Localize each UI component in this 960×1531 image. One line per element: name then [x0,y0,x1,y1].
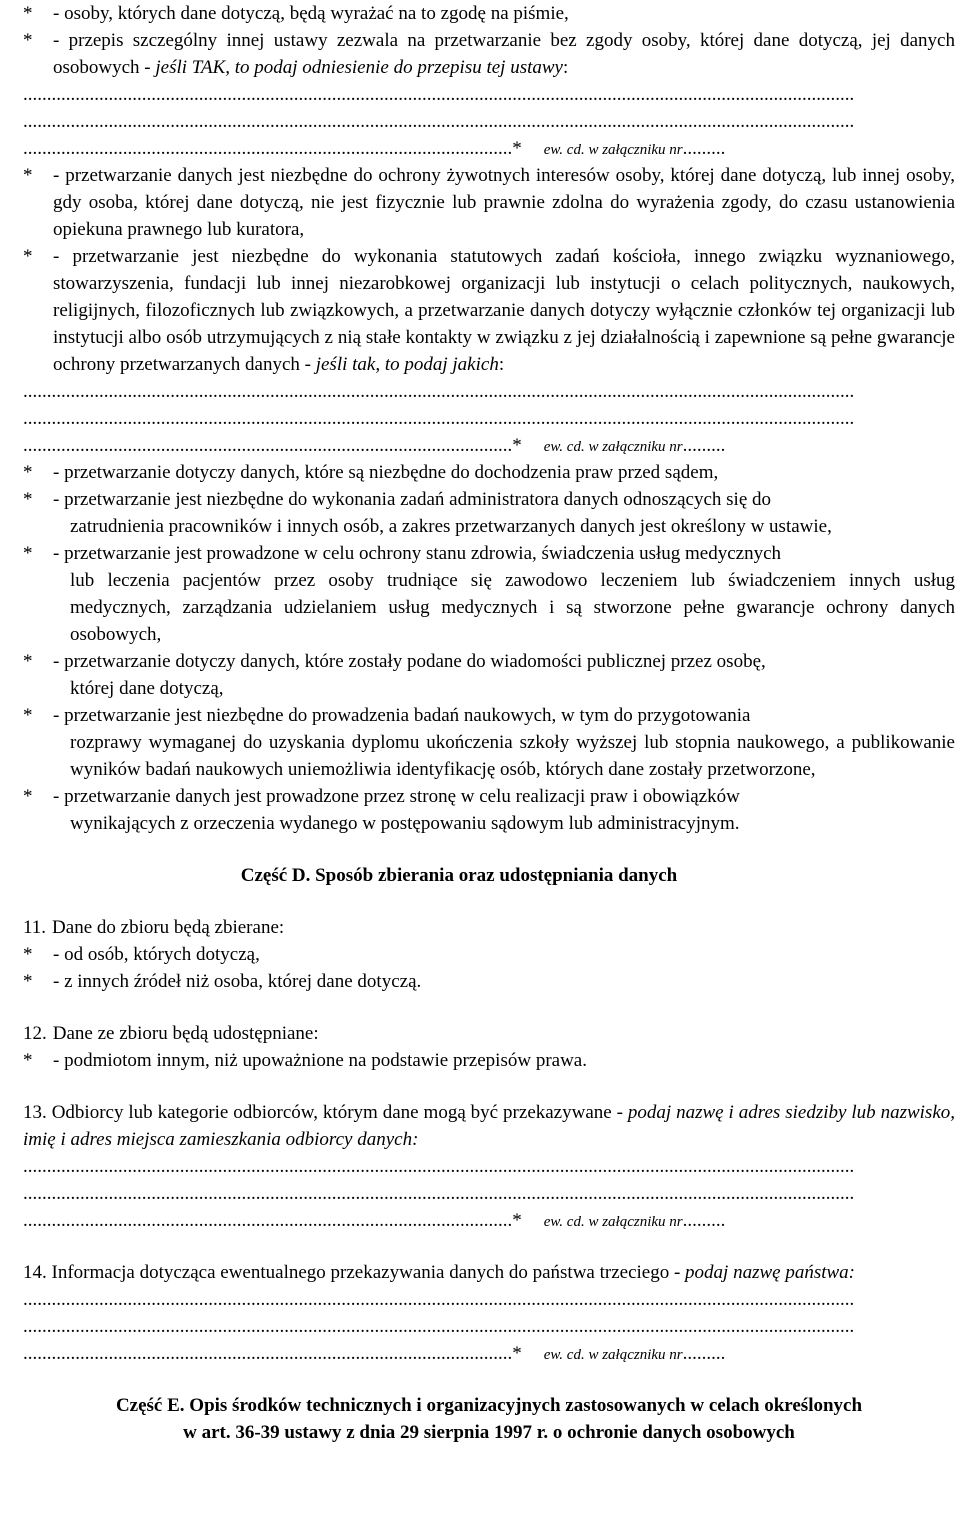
fill-line[interactable]: ............................................................................................................................................................................... [23,1156,855,1177]
question-label: Dane do zbioru będą zbierane: [52,917,285,938]
ref-star: * [512,138,522,159]
question-14 [23,1259,955,1367]
option-text: - podmiotom innym, niż upoważnione na podstawie przepisów prawa. [53,1050,587,1071]
part-d-heading: Część D. Sposób zbierania oraz udostępniania danych [240,865,678,886]
option-research[interactable] [23,702,955,783]
question-number: 12. [23,1023,47,1044]
checkbox-star[interactable]: * [23,30,33,51]
dots-right: ......... [682,1210,726,1231]
checkbox-star[interactable]: * [23,786,33,807]
option-text [53,27,955,81]
question-label [23,1259,955,1286]
checkbox-star[interactable]: * [23,462,33,483]
option-main-text: - przepis szczególny innej ustawy zezwala na przetwarzanie bez zgody osoby, której dane dotyczą, jej danych osobowych - [53,30,955,78]
option-text-cont: lub leczenia pacjentów przez osoby trudniące się zawodowo leczeniem lub świadczeniem innych usług medycznych, zarządzania udzielaniem usług medycznych i są stworzone pełne gwarancje ochrony danych osobowych, [70,570,955,645]
checkbox-star[interactable]: * [23,705,33,726]
fill-line[interactable]: ............................................................................................................................................................................... [23,84,855,105]
option-text: - z innych źródeł niż osoba, której dane dotyczą. [53,971,422,992]
question-label: Dane ze zbioru będą udostępniane: [52,1023,319,1044]
question-label-text: Informacja dotycząca ewentualnego przekazywania danych do państwa trzeciego - [51,1262,686,1283]
checkbox-star[interactable]: * [23,246,33,267]
option-public-data[interactable] [23,648,955,702]
attachment-reference: ew. cd. w załączniku nr [543,1214,683,1230]
option-other-entities[interactable] [23,1047,955,1074]
checkbox-star[interactable]: * [23,651,33,672]
question-number: 11. [23,917,47,938]
question-11 [23,914,955,995]
part-e-line-2: w art. 36-39 ustawy z dnia 29 sierpnia 1997 r. o ochronie danych osobowych [183,1422,795,1443]
ref-star: * [512,435,522,456]
checkbox-star[interactable]: * [23,489,33,510]
question-label-text: Odbiorcy lub kategorie odbiorców, którym dane mogą być przekazywane - [51,1102,628,1123]
option-text [53,243,955,378]
option-church-organization[interactable] [23,243,955,378]
option-text-cont: wynikających z orzeczenia wydanego w postępowaniu sądowym lub administracyjnym. [70,813,740,834]
attachment-reference: ew. cd. w załączniku nr [543,1347,683,1363]
checkbox-star[interactable]: * [23,944,33,965]
option-tail: : [563,57,569,78]
option-employment[interactable] [23,486,955,540]
option-other-sources[interactable] [23,968,955,995]
question-label [23,1099,955,1153]
option-text: - przetwarzanie danych jest prowadzone przez stronę w celu realizacji praw i obowiązków [53,786,740,807]
question-hint: podaj nazwę państwa: [685,1262,855,1283]
question-hint: podaj nazwę i adres siedziby lub nazwisko, imię i adres miejsca zamieszkania odbiorcy danych: [23,1102,955,1150]
option-italic-hint: jeśli TAK, to podaj odniesienie do przepisu tej ustawy [155,57,563,78]
option-text: - przetwarzanie danych jest niezbędne do ochrony żywotnych interesów osoby, której dane dotyczą, lub innej osoby, gdy osoba, której dane dotyczą, nie jest fizycznie lub prawnie zdolna do wyrażenia zgody, do czasu ustanowienia opiekuna prawnego lub kuratora, [53,165,955,240]
question-number: 14. [23,1262,47,1283]
checkbox-star[interactable]: * [23,971,33,992]
form-page [23,0,955,1446]
option-from-subjects[interactable] [23,941,955,968]
fill-line[interactable]: ............................................................................................................................................................................... [23,1289,855,1310]
fill-line[interactable]: ............................................................................................................................................................................... [23,1183,855,1204]
ref-star: * [512,1343,522,1364]
fill-line-with-reference[interactable] [23,135,955,162]
dots-left: ....................................................................................................... [23,1210,513,1231]
option-consent-written[interactable] [23,0,955,27]
option-court-claims[interactable] [23,459,955,486]
part-e-heading [23,1392,955,1446]
option-text: - przetwarzanie jest niezbędne do prowadzenia badań naukowych, w tym do przygotowania [53,705,751,726]
option-text: - od osób, których dotyczą, [53,944,260,965]
option-text-cont: rozprawy wymaganej do uzyskania dyplomu ukończenia szkoły wyższej lub stopnia naukowego, a publikowanie wyników badań naukowych uniemożliwia identyfikację osób, których dane zostały przetworzone, [70,732,955,780]
checkbox-star[interactable]: * [23,3,33,24]
option-text-cont: której dane dotyczą, [70,678,224,699]
checkbox-star[interactable]: * [23,1050,33,1071]
attachment-reference: ew. cd. w załączniku nr [543,439,683,455]
dots-right: ......... [682,435,726,456]
fill-line[interactable]: ............................................................................................................................................................................... [23,381,855,402]
dots-left: ....................................................................................................... [23,435,513,456]
fill-line[interactable]: ............................................................................................................................................................................... [23,111,855,132]
dots-right: ......... [682,138,726,159]
fill-line-with-reference[interactable] [23,1340,955,1367]
question-13 [23,1099,955,1234]
option-vital-interests[interactable] [23,162,955,243]
fill-line-with-reference[interactable] [23,1207,955,1234]
option-text: - przetwarzanie dotyczy danych, które są niezbędne do dochodzenia praw przed sądem, [53,462,719,483]
fill-line-with-reference[interactable] [23,432,955,459]
attachment-reference: ew. cd. w załączniku nr [543,142,683,158]
option-text-cont: zatrudnienia pracowników i innych osób, a zakres przetwarzanych danych jest określony w ustawie, [70,516,832,537]
option-text: - przetwarzanie dotyczy danych, które zostały podane do wiadomości publicznej przez osobę, [53,651,766,672]
checkbox-star[interactable]: * [23,543,33,564]
option-main-text: - przetwarzanie jest niezbędne do wykonania statutowych zadań kościoła, innego związku wyznaniowego, stowarzyszenia, fundacji lub innej niezarobkowej organizacji lub instytucji o celach politycznych, naukowych, religijnych, filozoficznych lub związkowych, a przetwarzanie danych dotyczy wyłącznie członków tej organizacji lub instytucji albo osób utrzymujących z nią stałe kontakty w związku z jej działalnością i zapewnione są pełne gwarancje ochrony przetwarzanych danych - [53,246,955,375]
dots-right: ......... [682,1343,726,1364]
option-court-ruling[interactable] [23,783,955,837]
option-tail: : [498,354,505,375]
option-special-law[interactable] [23,27,955,81]
checkbox-star[interactable]: * [23,165,33,186]
dots-left: ....................................................................................................... [23,138,513,159]
option-text: - przetwarzanie jest niezbędne do wykonania zadań administratora danych odnoszących się do [53,489,772,510]
dots-left: ....................................................................................................... [23,1343,513,1364]
ref-star: * [512,1210,522,1231]
part-e-line-1: Część E. Opis środków technicznych i organizacyjnych zastosowanych w celach określonych [115,1395,863,1416]
question-12 [23,1020,955,1074]
option-health[interactable] [23,540,955,648]
fill-line[interactable]: ............................................................................................................................................................................... [23,1316,855,1337]
question-number: 13. [23,1102,47,1123]
option-text: - przetwarzanie jest prowadzone w celu ochrony stanu zdrowia, świadczenia usług medycznych [53,543,782,564]
option-italic-hint: jeśli tak, to podaj jakich [315,354,499,375]
option-list [23,459,955,837]
option-text: - osoby, których dane dotyczą, będą wyrażać na to zgodę na piśmie, [53,3,569,24]
fill-line[interactable]: ............................................................................................................................................................................... [23,408,855,429]
